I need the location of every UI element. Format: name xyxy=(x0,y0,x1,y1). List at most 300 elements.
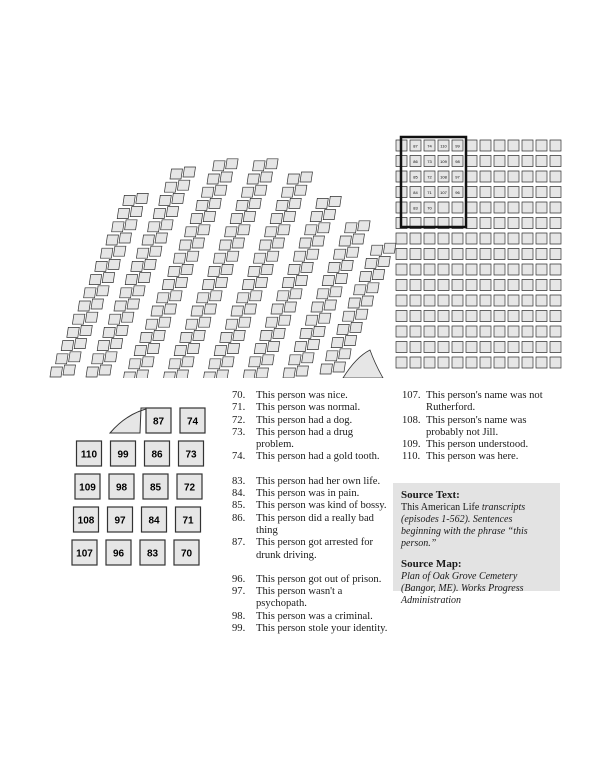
map-plot xyxy=(244,304,257,314)
map-plot xyxy=(522,218,533,229)
map-plot xyxy=(333,249,346,259)
map-plot xyxy=(522,357,533,368)
map-plot-label: 107 xyxy=(440,190,447,195)
map-plot xyxy=(138,273,151,283)
map-plot xyxy=(424,357,435,368)
inset-plot-number: 109 xyxy=(79,482,96,494)
map-plot xyxy=(410,326,421,337)
map-plot xyxy=(337,324,350,334)
map-plot xyxy=(253,253,266,263)
map-plot xyxy=(466,202,477,213)
map-plot xyxy=(301,262,314,272)
map-plot xyxy=(452,326,463,337)
map-plot xyxy=(312,236,325,246)
map-plot xyxy=(550,218,561,229)
map-plot xyxy=(452,357,463,368)
map-plot xyxy=(296,366,309,376)
map-plot-label: 74 xyxy=(427,143,432,149)
map-plot xyxy=(299,238,312,248)
map-plot xyxy=(74,339,87,349)
map-plot xyxy=(550,311,561,322)
sentence-number: 99. xyxy=(232,623,246,635)
sentence-item xyxy=(402,451,562,463)
map-plot xyxy=(144,259,157,269)
sentence-item xyxy=(232,513,392,538)
map-plot xyxy=(466,280,477,291)
map-plot xyxy=(310,212,323,222)
inset-plot-number: 97 xyxy=(114,515,126,527)
map-plot xyxy=(341,260,354,270)
source-text-body xyxy=(401,502,552,550)
sentence-text: This person understood. xyxy=(426,439,529,451)
map-plot xyxy=(91,299,104,309)
map-plot xyxy=(155,233,168,243)
map-plot xyxy=(170,169,183,179)
sentence-text: This person wasn't a psychopath. xyxy=(256,586,343,610)
map-plot xyxy=(110,339,123,349)
sentence-number: 72. xyxy=(232,414,246,426)
map-plot xyxy=(242,280,255,290)
map-plot xyxy=(522,156,533,167)
map-plot xyxy=(522,311,533,322)
map-plot xyxy=(396,249,407,260)
map-plot xyxy=(550,156,561,167)
map-plot xyxy=(153,209,166,219)
map-plot xyxy=(322,276,335,286)
map-plot xyxy=(177,180,190,190)
map-plot xyxy=(266,159,279,169)
map-plot xyxy=(97,286,110,296)
map-plot xyxy=(508,187,519,198)
map-plot xyxy=(438,311,449,322)
sentence-item xyxy=(232,451,392,463)
map-plot xyxy=(209,198,222,208)
map-plot xyxy=(180,332,193,342)
map-plot xyxy=(249,357,262,367)
inset-plot-number: 84 xyxy=(148,515,160,527)
map-plot xyxy=(56,354,69,364)
map-plot xyxy=(550,233,561,244)
inset-plot-number: 86 xyxy=(151,449,163,461)
sentence-text: This person's name was probably not Jill. xyxy=(426,414,527,438)
inset-plot-grid xyxy=(70,398,216,570)
map-plot xyxy=(508,295,519,306)
map-plot xyxy=(99,365,112,375)
map-plot xyxy=(494,156,505,167)
inset-plot-number: 70 xyxy=(180,548,193,560)
map-plot xyxy=(105,352,118,362)
map-plot xyxy=(230,214,243,224)
sentence-item xyxy=(232,500,392,512)
map-plot xyxy=(522,202,533,213)
map-plot xyxy=(238,225,251,235)
map-plot xyxy=(175,278,188,288)
map-plot xyxy=(283,212,296,222)
map-plot xyxy=(179,240,192,250)
map-plot xyxy=(197,293,210,303)
map-plot xyxy=(237,293,250,303)
map-plot xyxy=(365,258,378,268)
map-plot xyxy=(326,351,339,361)
map-plot xyxy=(424,311,435,322)
source-text-name: This American Life xyxy=(401,502,480,513)
map-plot xyxy=(145,319,158,329)
map-plot xyxy=(63,365,76,375)
map-plot xyxy=(232,238,245,248)
sentence-number: 85. xyxy=(232,500,246,512)
map-plot xyxy=(176,370,189,378)
map-plot xyxy=(508,342,519,353)
map-plot xyxy=(227,344,240,354)
sentence-number: 108. xyxy=(402,414,421,426)
map-plot xyxy=(214,185,227,195)
map-plot xyxy=(170,291,183,301)
map-plot-label: 98 xyxy=(455,159,460,164)
map-plot xyxy=(267,342,280,352)
sentence-text: This person was in pain. xyxy=(256,488,360,500)
map-plot xyxy=(166,207,179,217)
map-plot-label: 87 xyxy=(413,143,418,149)
map-plot xyxy=(536,249,547,260)
map-plot xyxy=(140,332,153,342)
map-plot xyxy=(410,249,421,260)
map-plot xyxy=(550,342,561,353)
map-plot xyxy=(149,246,162,256)
map-plot xyxy=(248,266,260,276)
map-plot xyxy=(480,311,491,322)
source-map-heading: Source Map: xyxy=(401,558,462,570)
map-plot xyxy=(354,285,367,295)
map-plot xyxy=(550,140,561,151)
map-plot-label: 86 xyxy=(413,159,418,164)
sentence-text: This person's name was not Rutherford. xyxy=(426,390,543,414)
map-plot xyxy=(466,326,477,337)
map-plot xyxy=(201,187,214,197)
map-plot xyxy=(480,156,491,167)
map-plot xyxy=(452,202,463,213)
map-plot xyxy=(113,246,126,256)
map-plot xyxy=(328,262,341,272)
map-plot xyxy=(536,342,547,353)
map-plot xyxy=(213,253,226,263)
map-plot xyxy=(89,275,102,285)
map-plot xyxy=(161,220,174,230)
map-plot xyxy=(324,300,337,310)
map-plot-label: 84 xyxy=(413,190,418,195)
map-plot xyxy=(278,225,291,235)
map-plot xyxy=(344,336,357,346)
map-plot xyxy=(270,214,283,224)
map-plot xyxy=(182,357,195,367)
map-plot xyxy=(127,299,140,309)
map-plot xyxy=(313,326,326,336)
map-plot xyxy=(198,225,211,235)
map-plot-label: 99 xyxy=(455,143,460,149)
map-plot xyxy=(202,280,215,290)
map-plot xyxy=(480,140,491,151)
sentence-item xyxy=(402,439,562,451)
map-plot xyxy=(278,315,291,325)
map-plot xyxy=(480,342,491,353)
map-plot xyxy=(335,274,348,284)
map-plot xyxy=(480,326,491,337)
sentence-number: 73. xyxy=(232,426,246,438)
map-plot xyxy=(494,249,505,260)
map-plot xyxy=(329,196,342,206)
inset-plot-number: 73 xyxy=(185,449,197,461)
map-plot xyxy=(69,352,82,362)
map-plot xyxy=(253,161,266,171)
source-text-heading: Source Text: xyxy=(401,489,460,501)
map-plot xyxy=(72,314,85,324)
map-plot xyxy=(85,312,98,322)
map-plot xyxy=(121,312,133,322)
map-plot xyxy=(536,326,547,337)
map-plot xyxy=(480,171,491,182)
map-plot xyxy=(339,236,352,246)
map-plot xyxy=(287,174,300,184)
map-plot-label: 71 xyxy=(427,190,432,195)
map-plot xyxy=(410,342,421,353)
map-plot xyxy=(294,342,307,352)
map-plot xyxy=(494,218,505,229)
map-plot xyxy=(307,340,320,350)
map-plot xyxy=(250,291,263,301)
map-plot xyxy=(438,202,449,213)
map-plot xyxy=(271,304,284,314)
map-plot xyxy=(134,346,147,356)
sentence-text: This person had a gold tooth. xyxy=(256,451,380,463)
map-plot xyxy=(352,234,365,244)
sentence-text: This person was here. xyxy=(426,451,519,463)
map-plot xyxy=(203,212,216,222)
map-plot xyxy=(302,353,315,363)
map-plot xyxy=(208,266,221,276)
map-plot xyxy=(306,249,319,259)
sentence-item xyxy=(232,623,392,635)
map-plot xyxy=(522,280,533,291)
map-plot xyxy=(466,171,477,182)
map-plot xyxy=(536,156,547,167)
sentence-number: 84. xyxy=(232,488,246,500)
map-plot xyxy=(116,325,129,335)
map-plot xyxy=(550,295,561,306)
sentence-text: This person had a dog. xyxy=(256,414,353,426)
map-plot xyxy=(216,370,229,378)
map-plot xyxy=(480,249,491,260)
map-plot xyxy=(294,185,307,195)
map-plot xyxy=(114,301,127,311)
map-plot xyxy=(136,193,149,203)
map-plot xyxy=(300,328,313,338)
map-plot-label: 73 xyxy=(427,159,432,164)
map-plot xyxy=(480,202,491,213)
map-plot xyxy=(84,288,97,298)
map-plot xyxy=(494,357,505,368)
sentence-item xyxy=(232,586,392,611)
sentence-text: This person had a drug problem. xyxy=(256,426,354,451)
map-plot xyxy=(231,306,244,316)
sentence-number: 107. xyxy=(402,390,421,401)
map-plot xyxy=(158,317,171,327)
map-plot xyxy=(424,264,435,275)
inset-plot-number: 74 xyxy=(186,416,199,428)
map-plot xyxy=(317,289,330,299)
sentence-text: This person was nice. xyxy=(256,390,348,401)
map-plot xyxy=(260,330,273,340)
map-plot xyxy=(295,276,308,286)
inset-plot-number: 85 xyxy=(149,482,162,494)
map-plot xyxy=(438,326,449,337)
map-plot xyxy=(129,359,142,369)
map-plot xyxy=(438,264,449,275)
inset-cells xyxy=(72,408,205,565)
map-plot xyxy=(249,198,261,208)
map-plot xyxy=(424,326,435,337)
map-plot xyxy=(396,357,407,368)
map-plot xyxy=(103,327,116,337)
map-plot xyxy=(438,280,449,291)
sentence-number: 87. xyxy=(232,537,246,549)
inset-plot-number: 87 xyxy=(152,416,165,428)
map-plot xyxy=(466,249,477,260)
map-plot xyxy=(396,280,407,291)
map-plot xyxy=(151,306,164,316)
map-plot xyxy=(424,233,435,244)
map-plot xyxy=(355,309,368,319)
map-plot xyxy=(522,233,533,244)
map-plot xyxy=(225,227,238,237)
sentence-list-right xyxy=(402,390,562,464)
map-plot xyxy=(370,245,383,255)
map-plot xyxy=(410,295,421,306)
sentence-text: This person stole your identity. xyxy=(256,623,388,635)
map-plot xyxy=(300,172,313,182)
map-plot xyxy=(346,247,359,257)
map-plot xyxy=(67,327,80,337)
map-plot xyxy=(466,140,477,151)
map-plot xyxy=(193,330,206,340)
map-plot xyxy=(254,344,267,354)
map-plot xyxy=(117,209,130,219)
map-plot xyxy=(142,235,155,245)
map-plot xyxy=(226,251,239,261)
map-plot xyxy=(410,311,421,322)
map-plot xyxy=(190,214,203,224)
sentence-number: 71. xyxy=(232,402,246,414)
map-plot xyxy=(452,342,463,353)
map-plot xyxy=(550,326,561,337)
map-plot xyxy=(452,280,463,291)
map-plot xyxy=(186,251,199,261)
map-plot xyxy=(226,159,239,169)
sentence-item xyxy=(232,415,392,427)
inset-plot-number: 107 xyxy=(76,548,93,560)
map-plot xyxy=(536,140,547,151)
map-plot xyxy=(550,357,561,368)
map-plot xyxy=(330,287,343,297)
map-plot xyxy=(266,251,279,261)
map-plot xyxy=(424,342,435,353)
map-plot xyxy=(536,311,547,322)
map-plot xyxy=(220,172,233,182)
map-plot xyxy=(164,304,177,314)
map-plot xyxy=(494,295,505,306)
sentence-item xyxy=(232,488,392,500)
map-plot xyxy=(378,256,391,266)
map-plot xyxy=(480,264,491,275)
map-plot xyxy=(494,202,505,213)
map-plot xyxy=(284,302,297,312)
map-plot xyxy=(213,161,226,171)
map-plot xyxy=(522,295,533,306)
map-plot-label: 97 xyxy=(455,174,460,180)
sentence-item xyxy=(232,476,392,488)
map-plot xyxy=(536,295,547,306)
map-plot xyxy=(97,341,110,351)
map-plot xyxy=(494,280,505,291)
map-plot xyxy=(136,248,149,258)
map-plots xyxy=(50,140,561,378)
inset-wedge-plot xyxy=(110,408,150,433)
map-plot xyxy=(123,372,136,378)
map-plot xyxy=(480,280,491,291)
map-plot xyxy=(494,140,505,151)
map-plot xyxy=(120,288,133,298)
sentence-item xyxy=(232,611,392,623)
map-plot xyxy=(494,264,505,275)
inset-plot-number: 98 xyxy=(115,482,128,494)
map-plot xyxy=(323,210,336,220)
map-plot xyxy=(396,264,407,275)
map-plot xyxy=(100,248,113,258)
map-plot xyxy=(522,264,533,275)
map-plot xyxy=(345,223,358,233)
map-plot xyxy=(536,187,547,198)
sentence-item xyxy=(232,402,392,414)
map-plot xyxy=(106,235,119,245)
map-plot xyxy=(262,355,275,365)
map-plot xyxy=(508,249,519,260)
map-plot xyxy=(522,171,533,182)
map-plot xyxy=(209,359,222,369)
map-plot xyxy=(305,315,318,325)
map-plot-label: 83 xyxy=(413,205,418,211)
map-plot xyxy=(311,302,324,312)
map-plot xyxy=(410,357,421,368)
sentence-number: 98. xyxy=(232,610,246,622)
map-plot xyxy=(536,202,547,213)
map-plot-label: 108 xyxy=(440,174,447,180)
map-plot xyxy=(221,264,234,274)
sentence-text: This person got out of prison. xyxy=(256,573,382,585)
map-plot xyxy=(508,311,519,322)
map-plot xyxy=(494,233,505,244)
map-plot xyxy=(290,289,303,299)
map-plot xyxy=(119,233,132,243)
map-plot-label: 110 xyxy=(440,143,447,149)
map-plot xyxy=(508,280,519,291)
map-plot xyxy=(281,187,294,197)
map-plot xyxy=(148,222,161,232)
map-plot xyxy=(204,304,217,314)
map-plot xyxy=(256,368,269,378)
map-plot xyxy=(367,283,380,293)
map-plot xyxy=(480,218,491,229)
map-plot xyxy=(293,251,306,261)
map-plot xyxy=(181,264,194,274)
sentence-number: 83. xyxy=(232,475,246,487)
